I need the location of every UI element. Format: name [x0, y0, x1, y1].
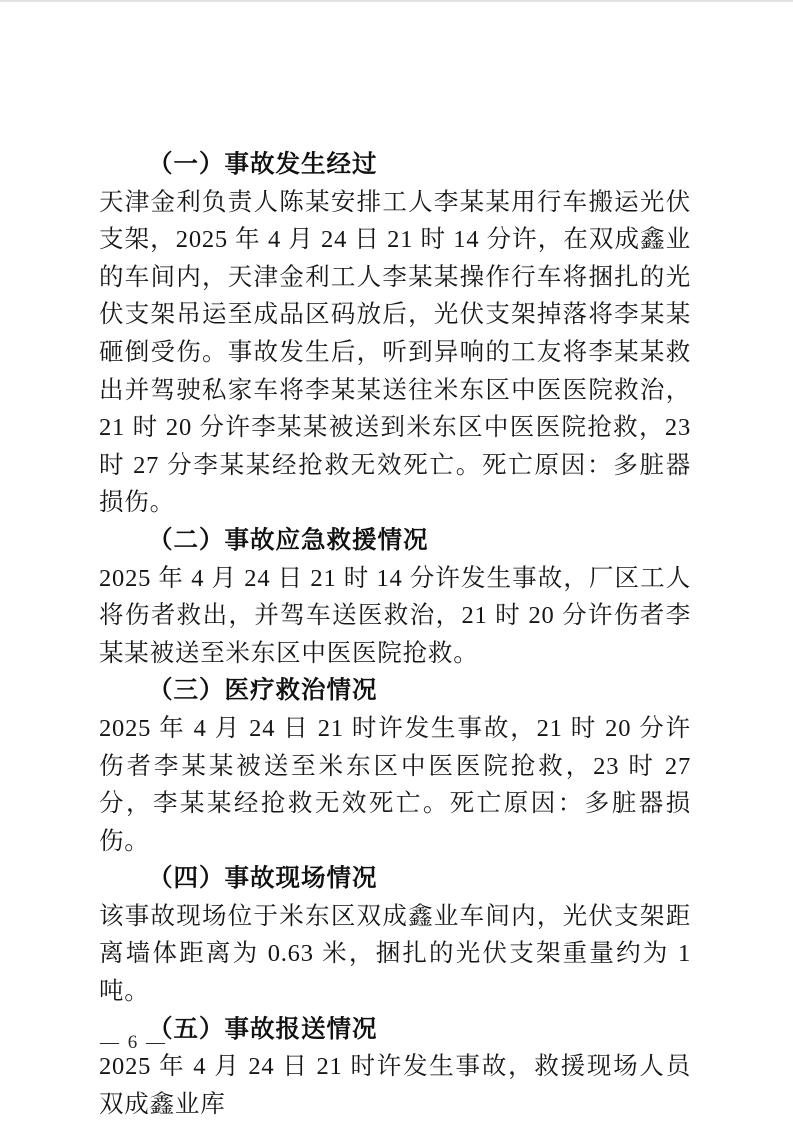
report-section	[99, 522, 691, 672]
section-paragraph: 2025 年 4 月 24 日 21 时 14 分许发生事故，厂区工人将伤者救出，并驾车送医救治，21 时 20 分许伤者李某某被送至米东区中医医院抢救。	[99, 564, 691, 667]
section-heading: （四）事故现场情况	[148, 865, 378, 893]
report-section	[99, 672, 691, 860]
section-heading: （一）事故发生经过	[148, 151, 378, 178]
section-heading: （五）事故报送情况	[148, 1015, 378, 1043]
section-heading: （二）事故应急救援情况	[148, 526, 429, 554]
page-number: — 6 —	[100, 1032, 167, 1053]
report-section	[99, 860, 691, 1010]
section-paragraph: 天津金利负责人陈某安排工人李某某用行车搬运光伏支架，2025 年 4 月 24 日 21 时 14 分许，在双成鑫业的车间内，天津金利工人李某某操作行车将捆扎的光伏支架吊运至成品区码放后，光伏支架掉落将李某某砸倒受伤。事故发生后，听到异响的工友将李某某救出并驾驶私家车将李某某送往米东区中医医院救治，21 时 20 分许李某某被送到米东区中医医院抢救，23 时 27 分李某某经抢救无效死亡。死亡原因：多脏器损伤。	[99, 188, 691, 517]
report-section	[99, 1011, 691, 1122]
page-footer	[100, 1031, 300, 1055]
section-paragraph: 2025 年 4 月 24 日 21 时许发生事故，21 时 20 分许伤者李某某被送至米东区中医医院抢救，23 时 27 分，李某某经抢救无效死亡。死亡原因：多脏器损伤。	[99, 714, 691, 855]
section-paragraph: 该事故现场位于米东区双成鑫业车间内，光伏支架距离墙体距离为 0.63 米，捆扎的光伏支架重量约为 1 吨。	[99, 902, 691, 1006]
report-body	[99, 146, 691, 1122]
section-heading: （三）医疗救治情况	[148, 677, 378, 705]
report-section	[99, 146, 691, 522]
section-paragraph: 2025 年 4 月 24 日 21 时许发生事故，救援现场人员双成鑫业库	[99, 1053, 691, 1118]
